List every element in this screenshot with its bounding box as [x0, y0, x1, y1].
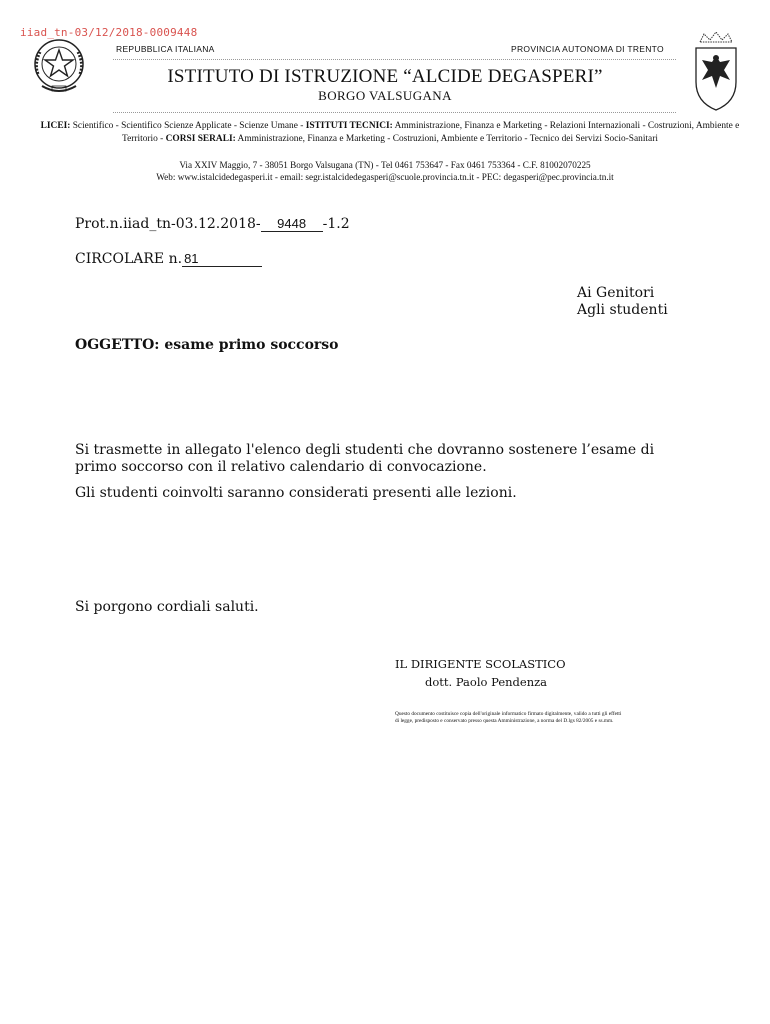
header-divider: [113, 59, 676, 60]
protocol-suffix: -1.2: [322, 216, 350, 232]
licei-text: Scientifico - Scientifico Scienze Applicate - Scienze Umane -: [70, 121, 306, 131]
web-email-line: Web: www.istalcidedegasperi.it - email: segr.istalcidedegasperi@scuole.provincia.tn.it - PEC: degasperi@pec.provincia.tn.it: [156, 172, 614, 182]
circular-number-field: 81: [182, 251, 262, 267]
serali-text: Amministrazione, Finanza e Marketing - Costruzioni, Ambiente e Territorio - Tecnico dei Servizi Socio-Sanitari: [235, 134, 658, 144]
protocol-prefix: Prot.n.iiad_tn-03.12.2018-: [75, 216, 261, 232]
protocol-number: [75, 216, 350, 232]
protocol-stamp: iiad_tn-03/12/2018-0009448: [20, 26, 198, 39]
tecnici-label: ISTITUTI TECNICI:: [305, 121, 393, 131]
contact-address: [0, 159, 770, 183]
recipient-parents: Ai Genitori: [577, 285, 655, 301]
body-paragraph-1: [75, 442, 695, 476]
digital-signature-note: Questo documento costituisce copia dell'originale informatico firmato digitalmente, valido a tutti gli effetti di legge, predisposto e conservato presso questa Amministrazione, a norma del D.lgs 82/2005 e ss.mm.: [395, 711, 622, 724]
institute-title: ISTITUTO DI ISTRUZIONE “ALCIDE DEGASPERI”: [167, 66, 603, 87]
recipient-students: Agli studenti: [577, 302, 668, 318]
paragraph-line: primo soccorso con il relativo calendario di convocazione.: [75, 459, 487, 475]
protocol-number-field: 9448: [261, 216, 323, 232]
licei-label: LICEI:: [40, 121, 71, 131]
circular-number: [75, 251, 262, 267]
header-left-label: REPUBBLICA ITALIANA: [116, 44, 215, 54]
address-line: Via XXIV Maggio, 7 - 38051 Borgo Valsugana (TN) - Tel 0461 753647 - Fax 0461 753364 - C.F. 81002070225: [179, 160, 591, 170]
circular-label: CIRCOLARE n.: [75, 251, 183, 267]
signer-role: IL DIRIGENTE SCOLASTICO: [395, 657, 566, 671]
closing-greeting: Si porgono cordiali saluti.: [75, 599, 259, 615]
serali-label: CORSI SERALI:: [165, 134, 236, 144]
subject-line: OGGETTO: esame primo soccorso: [75, 337, 339, 353]
body-paragraph-2: Gli studenti coinvolti saranno considerati presenti alle lezioni.: [75, 485, 517, 501]
recipients: [577, 285, 668, 319]
signer-name: dott. Paolo Pendenza: [425, 675, 548, 689]
header-right-label: PROVINCIA AUTONOMA DI TRENTO: [511, 44, 664, 54]
tecnici-text: Amministrazione, Finanza e Marketing - Relazioni Internazionali - Costruzioni, Ambiente e Territorio -: [122, 121, 740, 144]
institute-location: BORGO VALSUGANA: [318, 88, 452, 103]
course-offerings: [30, 120, 750, 146]
header-divider-2: [113, 112, 676, 113]
paragraph-line: Si trasmette in allegato l'elenco degli studenti che dovranno sostenere l’esame di: [75, 442, 655, 458]
